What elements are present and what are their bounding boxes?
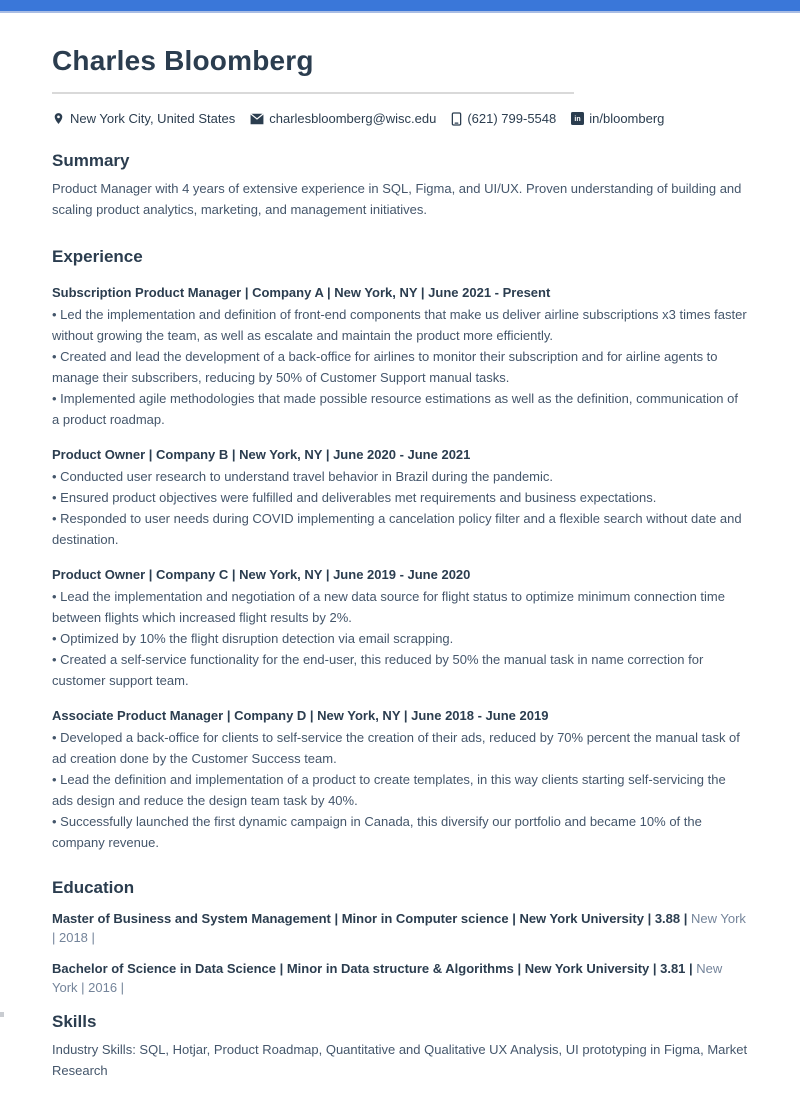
- job-bullet: • Created a self-service functionality for the end-user, this reduced by 50% the manual task in name correction for customer support team.: [52, 652, 704, 688]
- name-divider: [52, 92, 574, 94]
- location-pin-icon: [52, 112, 65, 125]
- job-entry: [52, 565, 748, 691]
- contact-email: [250, 111, 436, 126]
- job-bullet: • Implemented agile methodologies that made possible resource estimations as well as the definition, communication of a product roadmap.: [52, 391, 738, 427]
- linkedin-icon: [571, 112, 584, 125]
- job-bullet: • Optimized by 10% the flight disruption detection via email scrapping.: [52, 631, 454, 646]
- education-heading: Education: [52, 878, 135, 897]
- section-skills: [52, 1011, 748, 1081]
- degree-main: Bachelor of Science in Data Science | Minor in Data structure & Algorithms | New York University | 3.81 |: [52, 961, 697, 976]
- job-bullet: • Created and lead the development of a back-office for airlines to monitor their subscription and for airline agents to manage their subscribers, reducing by 50% of Customer Support manual tasks.: [52, 349, 718, 385]
- job-bullet: • Lead the definition and implementation of a product to create templates, in this way clients starting self-servicing the ads design and reduce the design team task by 40%.: [52, 772, 726, 808]
- section-experience: [52, 246, 748, 853]
- top-accent-bar: [0, 0, 800, 13]
- degree-entry: [52, 959, 748, 997]
- mobile-phone-icon: [451, 112, 462, 126]
- page-title: Charles Bloomberg: [52, 45, 314, 76]
- section-summary: [52, 150, 748, 220]
- contact-location: [52, 111, 235, 126]
- job-bullet: • Lead the implementation and negotiation of a new data source for flight status to optimize minimum connection time between flights which increased flight results by 2%.: [52, 589, 725, 625]
- section-education: [52, 877, 748, 997]
- contact-linkedin: [571, 111, 664, 126]
- job-bullet: • Developed a back-office for clients to self-service the creation of their ads, reduced by 70% percent the manual task of ad creation done by the Customer Success team.: [52, 730, 740, 766]
- job-bullet: • Ensured product objectives were fulfilled and deliverables met requirements and business expectations.: [52, 490, 657, 505]
- job-entry: [52, 283, 748, 430]
- degree-meta: New York | 2018 |: [52, 911, 746, 945]
- contact-phone: [451, 111, 556, 126]
- job-header: Associate Product Manager | Company D | New York, NY | June 2018 - June 2019: [52, 708, 549, 723]
- job-bullet: • Responded to user needs during COVID implementing a cancelation policy filter and a flexible search without date and destination.: [52, 511, 742, 547]
- degree-meta: New York | 2016 |: [52, 961, 723, 995]
- svg-text:in: in: [574, 116, 581, 124]
- job-bullet: • Successfully launched the first dynamic campaign in Canada, this diversify our portfolio and became 10% of the company revenue.: [52, 814, 702, 850]
- job-header: Product Owner | Company B | New York, NY | June 2020 - June 2021: [52, 447, 471, 462]
- job-entry: [52, 706, 748, 853]
- skills-text: Industry Skills: SQL, Hotjar, Product Roadmap, Quantitative and Qualitative UX Analysis, UI prototyping in Figma, Market Research: [52, 1042, 748, 1078]
- degree-main: Master of Business and System Management | Minor in Computer science | New York University | 3.88 |: [52, 911, 691, 926]
- experience-heading: Experience: [52, 247, 143, 266]
- job-bullet: • Led the implementation and definition of front-end components that make us deliver airline subscriptions x3 times faster without growing the team, as well as escalate and maintain the product more efficiently.: [52, 307, 747, 343]
- contact-linkedin-label: in/bloomberg: [589, 111, 665, 126]
- email-envelope-icon: [250, 113, 264, 125]
- resume-page: [0, 43, 800, 1111]
- skills-heading: Skills: [52, 1012, 97, 1031]
- contact-phone-label: (621) 799-5548: [467, 111, 557, 126]
- summary-heading: Summary: [52, 151, 130, 170]
- contact-email-label: charlesbloomberg@wisc.edu: [269, 111, 437, 126]
- job-entry: [52, 445, 748, 550]
- job-header: Product Owner | Company C | New York, NY | June 2019 - June 2020: [52, 567, 471, 582]
- job-header: Subscription Product Manager | Company A | New York, NY | June 2021 - Present: [52, 285, 551, 300]
- contact-location-label: New York City, United States: [70, 111, 236, 126]
- contact-row: [52, 111, 748, 126]
- page-edge-artifact: [0, 1012, 4, 1017]
- job-bullet: • Conducted user research to understand travel behavior in Brazil during the pandemic.: [52, 469, 554, 484]
- summary-text: Product Manager with 4 years of extensive experience in SQL, Figma, and UI/UX. Proven understanding of building and scaling product analytics, marketing, and management initiatives.: [52, 181, 742, 217]
- degree-entry: [52, 909, 748, 947]
